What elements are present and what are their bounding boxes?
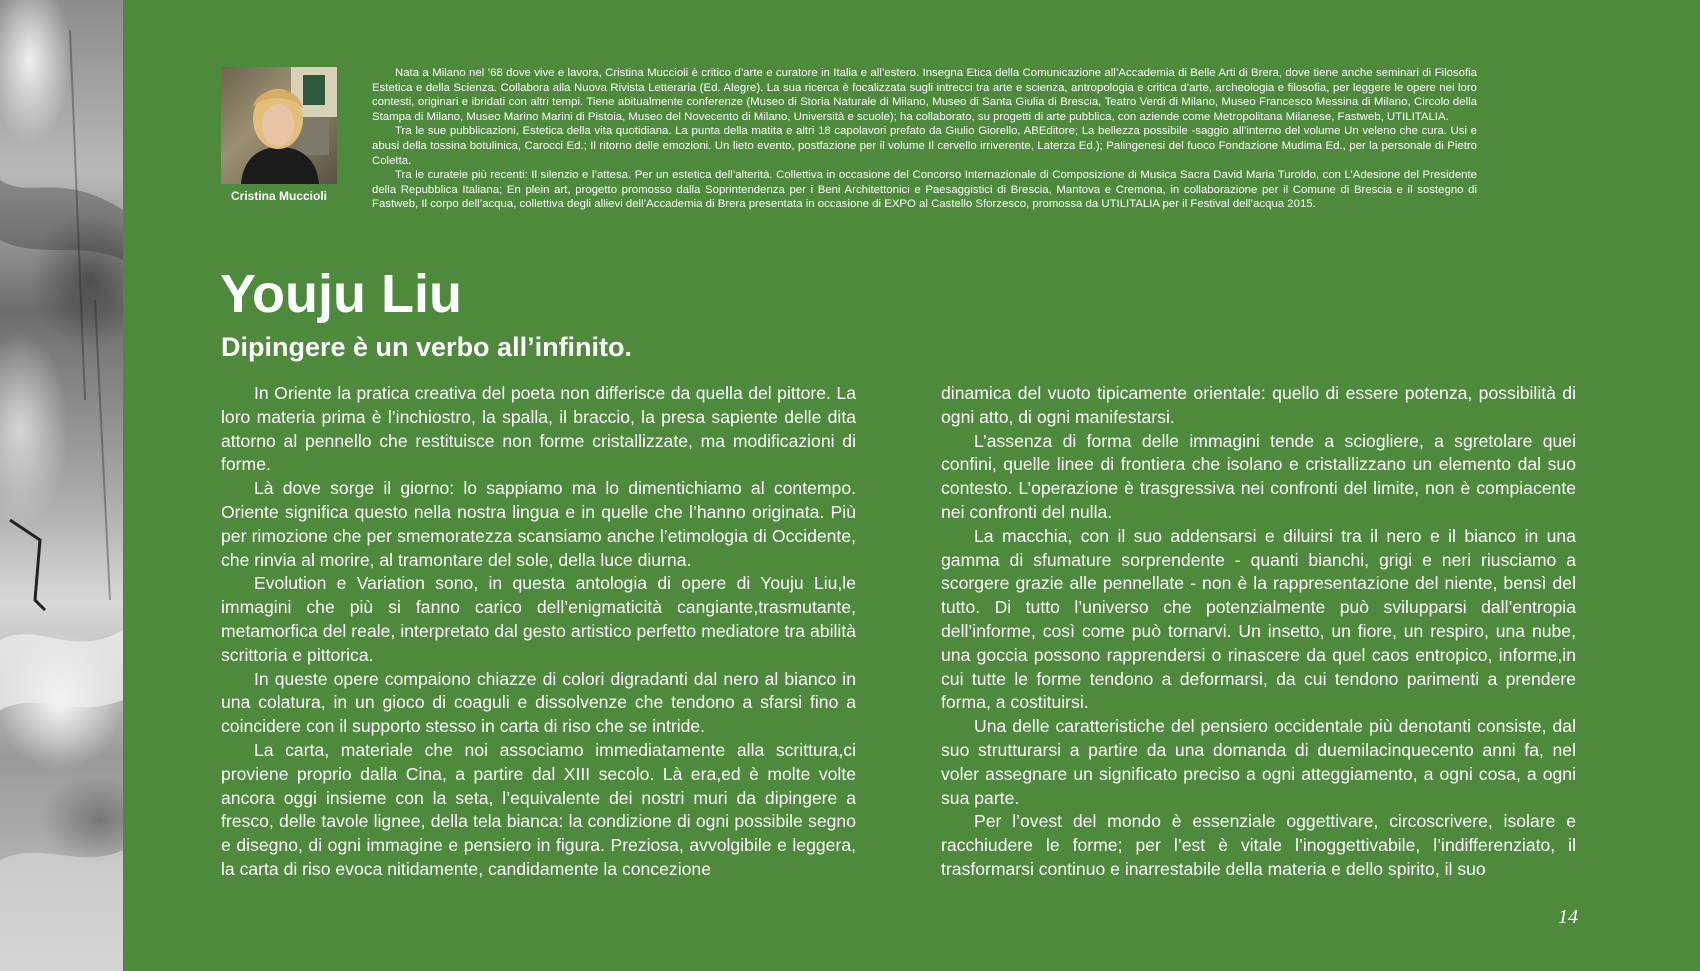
article-column-right bbox=[941, 382, 1576, 882]
author-bio bbox=[372, 66, 1477, 212]
article-paragraph: L’assenza di forma delle immagini tende a sciogliere, a sgretolare quei confini, quelle linee di frontiera che isolano e cristallizzano un elemento dal suo contesto. L’operazione è trasgressiva nei confronti del limite, non è compiacente nei confronti del nulla. bbox=[941, 430, 1576, 522]
article-paragraph: Là dove sorge il giorno: lo sappiamo ma lo dimentichiamo al contempo. Oriente significa questo nella nostra lingua e in quelle che l’hanno originata. Più per rimozione che per smemoratezza scansiamo anche l’etimologia di Occidente, che rinvia al morire, al tramontare del sole, della luce diurna. bbox=[221, 478, 856, 570]
article-paragraph: In queste opere compaiono chiazze di colori digradanti dal nero al bianco in una colatura, in un gioco di coaguli e dissolvenze che tendono a sfarsi fino a coincidere con il supporto stesso in carta di riso che se intride. bbox=[221, 668, 856, 737]
article-paragraph-continuation: dinamica del vuoto tipicamente orientale: quello di essere potenza, possibilità di ogni atto, di ogni manifestarsi. bbox=[941, 383, 1576, 427]
article-paragraph: Per l’ovest del mondo è essenziale oggettivare, circoscrivere, isolare e racchiudere le forme; per l’est è vitale l’inoggettivabile, l’indifferenziato, il trasformarsi continuo e inarrestabile della materia e dello spirito, il suo bbox=[941, 811, 1576, 879]
article-paragraph: In Oriente la pratica creativa del poeta non differisce da quella del pittore. La loro materia prima è l’inchiostro, la spalla, il braccio, la presa sapiente delle dita attorno al pennello che restituisce non forme cristallizzate, ma modificazioni di forme. bbox=[221, 383, 856, 475]
article-paragraph: La carta, materiale che noi associamo immediatamente alla scrittura,ci proviene proprio dalla Cina, a partire dal XIII secolo. Là era,ed è molte volte ancora oggi insieme con la seta, l’equivalente dei nostri muri da dipingere a fresco, delle tavole lignee, della tela bianca: la condizione di ogni possibile segno e disegno, di ogni immagine e pensiero in figura. Preziosa, avvolgibile e leggera, la carta di riso evoca nitidamente, candidamente la concezione bbox=[221, 739, 856, 879]
article-paragraph: Una delle caratteristiche del pensiero occidentale più denotanti consiste, dal suo strutturarsi a partire da una domanda di duemilacinquecento anni fa, nel voler assegnare un significato preciso a ogni atteggiamento, a ogni cosa, a ogni sua parte. bbox=[941, 716, 1576, 808]
article-column-left bbox=[221, 382, 856, 882]
author-photo bbox=[221, 67, 337, 184]
bio-paragraph: Tra le sue pubblicazioni, Estetica della vita quotidiana. La punta della matita e altri 18 capolavori prefato da Giulio Giorello, ABEditore; La bellezza possibile -saggio all’interno del volume Un veleno che cura. Usi e abusi della tossina botulinica, Carocci Ed.; Il ritorno delle emozioni. Un lieto evento, postfazione per il volume Il cervello irriverente, Laterza Ed.); Palingenesi del fuoco Fondazione Mudima Ed., per la personale di Pietro Coletta. bbox=[372, 125, 1477, 167]
article-subtitle: Dipingere è un verbo all’infinito. bbox=[221, 332, 633, 362]
bio-paragraph: Nata a Milano nel ’68 dove vive e lavora, Cristina Muccioli è critico d’arte e curatore in Italia e all’estero. Insegna Etica della Comunicazione all’Accademia di Belle Arti di Brera, dove tiene anche seminari di Filosofia Estetica e della Scienza. Collabora alla Nuova Rivista Letteraria (Ed. Alegre). La sua ricerca è focalizzata sugli intrecci tra arte e scienza, antropologia e critica d’arte, archeologia e filosofia, per leggere le opere nei loro contesti, originari e ibridati con altri tempi. Tiene abitualmente conferenze (Museo di Storia Naturale di Milano, Museo di Santa Giulia di Brescia, Teatro Verdi di Milano, Museo Francesco Messina di Milano, Circolo della Stampa di Milano, Museo Marino Marini di Pistoia, Museo del Novecento di Milano, Università e scuole); ha collaborato, su progetti di arte pubblica, con aziende come Metropolitana Milanese, Fastweb, UTILITALIA. bbox=[372, 67, 1477, 123]
article-title: Youju Liu bbox=[220, 264, 462, 324]
side-painting-image bbox=[0, 0, 123, 971]
bio-paragraph: Tra le curatele più recenti: Il silenzio e l’attesa. Per un estetica dell’alterità. Collettiva in occasione del Concorso Internazionale di Composizione di Musica Sacra David Maria Turoldo, con L’Adesione del Presidente della Repubblica Italiana; En plein art, progetto promosso dalla Soprintendenza per i Beni Architettonici e Paesaggistici di Brescia, Mantova e Cremona, in collaborazione per il Comune di Brescia e il sostegno di Fastweb, Il corpo dell’acqua, collettiva degli allievi dell’Accademia di Brera presentata in occasione di EXPO al Castello Sforzesco, promossa da UTILITALIA per il Festival dell’acqua 2015. bbox=[372, 169, 1477, 211]
page-number: 14 bbox=[1558, 906, 1578, 928]
article-paragraph: La macchia, con il suo addensarsi e diluirsi tra il nero e il bianco in una gamma di sfumature sorprendente - quanti bianchi, grigi e neri riusciamo a scorgere grazie alle pennellate - non è la rappresentazione del niente, bensì del tutto. Di tutto l’universo che potenzialmente può svilupparsi dall’entropia dell’informe, così come può tornarvi. Un insetto, un fiore, un respiro, una nube, una goccia possono rapprendersi o rinascere da quel caos entropico, informe,in cui tutte le forme tendono a deformarsi, da cui tendono parimenti a prendere forma, a costituirsi. bbox=[941, 525, 1576, 713]
article-paragraph: Evolution e Variation sono, in questa antologia di opere di Youju Liu,le immagini che più si fanno carico dell’enigmaticità cangiante,trasmutante, metamorfica del reale, interpretato dal gesto artistico perfetto mediatore tra abilità scrittoria e pittorica. bbox=[221, 573, 856, 665]
photo-caption: Cristina Muccioli bbox=[230, 189, 328, 203]
